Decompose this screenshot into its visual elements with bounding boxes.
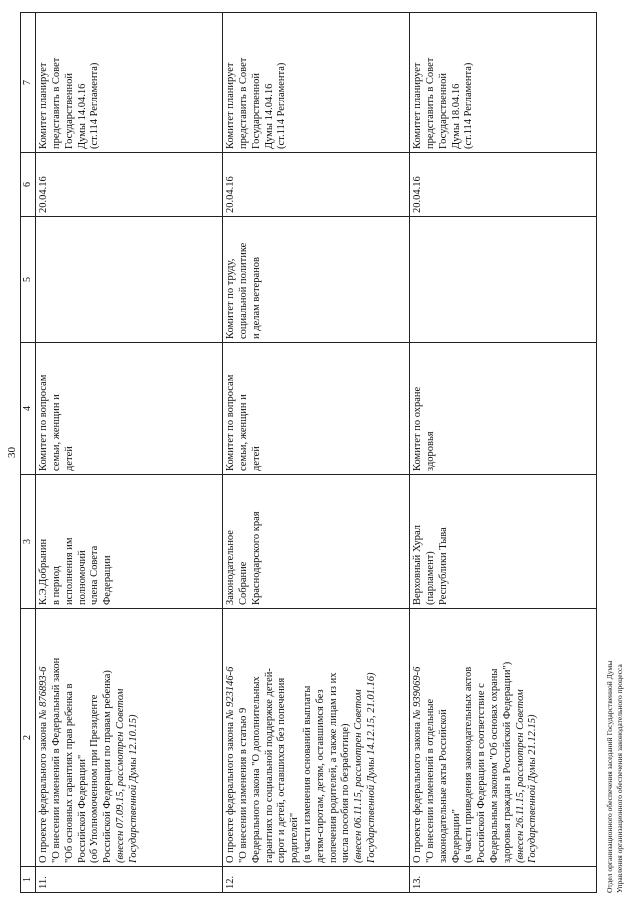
bill-text: О проекте федерального закона xyxy=(38,721,50,863)
initiator-line: Собрание xyxy=(237,561,249,605)
bill-text-line xyxy=(251,612,264,863)
bill-text-line xyxy=(64,612,77,863)
bill-status-note: Государственной Думы 12.10.15) xyxy=(127,714,139,863)
table-row xyxy=(410,13,597,893)
date-text: 20.04.16 xyxy=(38,176,50,213)
initiator-line: в период xyxy=(50,565,62,605)
bill-text: Российской Федерации в соответствие с xyxy=(476,683,488,863)
bill-text: (об Уполномоченном при Президенте xyxy=(89,694,101,863)
initiator-line: (парламент) xyxy=(424,551,436,605)
committee-line: семьи, женщин и xyxy=(50,394,62,471)
committee-plan xyxy=(36,13,223,153)
plan-line: представить в Совет xyxy=(424,57,436,149)
bill-text: законодательные акты Российской xyxy=(437,709,449,863)
bill-text-line xyxy=(102,612,115,863)
bill-text: "О внесении изменений в отдельные xyxy=(424,698,436,863)
bill-text-line xyxy=(463,612,476,863)
bill-text-line xyxy=(77,612,90,863)
responsible-committee xyxy=(223,343,410,475)
row-number-text: 13. xyxy=(412,875,424,889)
plan-line: Думы 14.04.16 xyxy=(76,83,88,149)
bill-text: Российской Федерации" xyxy=(76,754,88,863)
committee-line: Комитет по вопросам xyxy=(225,374,237,471)
row-number-text: 12. xyxy=(225,875,237,889)
column-header: 4 xyxy=(21,343,36,475)
column-header: 2 xyxy=(21,609,36,867)
committee-line: детей xyxy=(250,446,262,471)
plan-line: Комитет планирует xyxy=(412,62,424,149)
bill-text-line xyxy=(425,612,438,863)
footer-directorate: Управления организационного обеспечения законодательного процесса xyxy=(615,664,624,893)
consideration-date xyxy=(410,153,597,217)
bill-text: Российской Федерации по правам ребенка) xyxy=(102,670,114,863)
bill-text: Федерации" xyxy=(450,809,462,863)
column-header: 6 xyxy=(21,153,36,217)
co-executor-committee xyxy=(223,217,410,343)
bill-text-line xyxy=(412,612,425,863)
consideration-date xyxy=(223,153,410,217)
bill-description xyxy=(223,609,410,867)
plan-line: представить в Совет xyxy=(237,57,249,149)
committee-line: Комитет по вопросам xyxy=(38,374,50,471)
bill-text-line xyxy=(51,612,64,863)
bill-number: № 923146-6 xyxy=(225,666,237,720)
plan-line: Комитет планирует xyxy=(225,62,237,149)
plan-line: (ст.114 Регламента) xyxy=(276,62,288,149)
initiator-line: члена Совета xyxy=(89,545,101,605)
bill-text-line xyxy=(451,612,464,863)
plan-line: представить в Совет xyxy=(50,57,62,149)
date-text: 20.04.16 xyxy=(225,176,237,213)
plan-line: Государственной xyxy=(250,73,262,149)
column-header: 7 xyxy=(21,13,36,153)
date-text: 20.04.16 xyxy=(412,176,424,213)
committee-plan xyxy=(410,13,597,153)
bill-text: (в части изменения оснований выплаты xyxy=(301,685,313,863)
consideration-date xyxy=(36,153,223,217)
committee-line: Комитет по охране xyxy=(412,386,424,471)
column-header: 3 xyxy=(21,475,36,609)
responsible-committee xyxy=(410,343,597,475)
bill-status-note: (внесен 26.11.15, рассмотрен Советом xyxy=(514,689,526,863)
bill-text: О проекте федерального закона xyxy=(412,721,424,863)
co-committee-line: социальной политике xyxy=(237,242,249,339)
bill-text-line xyxy=(328,612,341,863)
initiator-line: Законодательное xyxy=(225,530,237,605)
initiator-line: Краснодарского края xyxy=(250,511,262,605)
bill-status-note: Государственной Думы 21.12.15) xyxy=(527,714,539,863)
row-number xyxy=(36,867,223,893)
bill-text: сирот и детей, оставшихся без попечения xyxy=(276,677,288,863)
co-committee-line: и делам ветеранов xyxy=(250,257,262,339)
bill-text: попечения родителей, а также лицам из их xyxy=(327,672,339,863)
plan-line: Государственной xyxy=(63,73,75,149)
bill-text: числа пособия по безработице) xyxy=(340,723,352,863)
co-executor-committee xyxy=(410,217,597,343)
committee-plan xyxy=(223,13,410,153)
column-header: 5 xyxy=(21,217,36,343)
plan-line: (ст.114 Регламента) xyxy=(89,62,101,149)
bill-text: Федеральным законом "Об основах охраны xyxy=(488,668,500,863)
initiator xyxy=(36,475,223,609)
initiator xyxy=(223,475,410,609)
bill-text-line xyxy=(276,612,289,863)
initiator-line: Республики Тыва xyxy=(437,527,449,605)
committee-line: здоровья xyxy=(424,431,436,471)
co-executor-committee xyxy=(36,217,223,343)
committee-line: детей xyxy=(63,446,75,471)
bill-text-line xyxy=(302,612,315,863)
bill-description xyxy=(410,609,597,867)
bill-text-line xyxy=(38,612,51,863)
initiator xyxy=(410,475,597,609)
bill-text: (в части приведения законодательных актов xyxy=(463,666,475,863)
bill-text: Федерального закона "О дополнительных xyxy=(250,676,262,863)
table-row xyxy=(223,13,410,893)
bill-number: № 876893-6 xyxy=(38,666,50,720)
bill-text-line xyxy=(489,612,502,863)
bill-description xyxy=(36,609,223,867)
bill-text-line xyxy=(476,612,489,863)
column-number-row xyxy=(21,13,36,893)
row-number xyxy=(410,867,597,893)
plan-line: Думы 14.04.16 xyxy=(263,83,275,149)
plan-line: Думы 18.04.16 xyxy=(450,83,462,149)
bill-text: "О внесении изменений в Федеральный закон xyxy=(50,657,62,863)
initiator-line: Федерации xyxy=(102,555,114,605)
plan-line: (ст.114 Регламента) xyxy=(463,62,475,149)
column-header: 1 xyxy=(21,867,36,893)
initiator-line: исполнения им xyxy=(63,537,75,605)
footer-department: Отдел организационного обеспечения заседаний Государственной Думы xyxy=(605,660,614,893)
bills-table xyxy=(20,12,597,893)
committee-line: семьи, женщин и xyxy=(237,394,249,471)
initiator-line: К.Э.Добрынин xyxy=(38,538,50,605)
co-committee-line: Комитет по труду, xyxy=(225,258,237,339)
row-number-text: 11. xyxy=(38,876,50,889)
bill-text: О проекте федерального закона xyxy=(225,721,237,863)
bill-text-line xyxy=(238,612,251,863)
table-row xyxy=(36,13,223,893)
bill-status-note: Государственной Думы 14.12.15, 21.01.16) xyxy=(365,672,377,863)
bill-text: "Об основных гарантиях прав ребенка в xyxy=(63,683,75,863)
bill-text: гарантиях по социальной поддержке детей- xyxy=(263,668,275,863)
responsible-committee xyxy=(36,343,223,475)
initiator-line: Верховный Хурал xyxy=(412,524,424,605)
plan-line: Государственной xyxy=(437,73,449,149)
row-number xyxy=(223,867,410,893)
initiator-line: полномочий xyxy=(76,550,88,605)
bill-text-line xyxy=(264,612,277,863)
bill-text-line xyxy=(225,612,238,863)
bill-text-line xyxy=(89,612,102,863)
bill-text-line xyxy=(340,612,353,863)
bill-status-note: (внесен 07.09.15, рассмотрен Советом xyxy=(114,688,126,863)
bill-text-line xyxy=(438,612,451,863)
bill-text: родителей" xyxy=(289,812,301,863)
bill-text-line xyxy=(315,612,328,863)
bill-text: детям-сиротам, детям, оставшимся без xyxy=(314,689,326,863)
bill-text: здоровья граждан в Российской Федерации") xyxy=(501,661,513,863)
plan-line: Комитет планирует xyxy=(38,62,50,149)
bill-status-note: (внесен 06.11.15, рассмотрен Советом xyxy=(353,689,365,863)
bill-text-line xyxy=(289,612,302,863)
bill-number: № 939069-6 xyxy=(412,666,424,720)
bill-text-line xyxy=(502,612,515,863)
page-number: 30 xyxy=(6,447,18,458)
bill-text: "О внесении изменения в статью 9 xyxy=(237,707,249,863)
